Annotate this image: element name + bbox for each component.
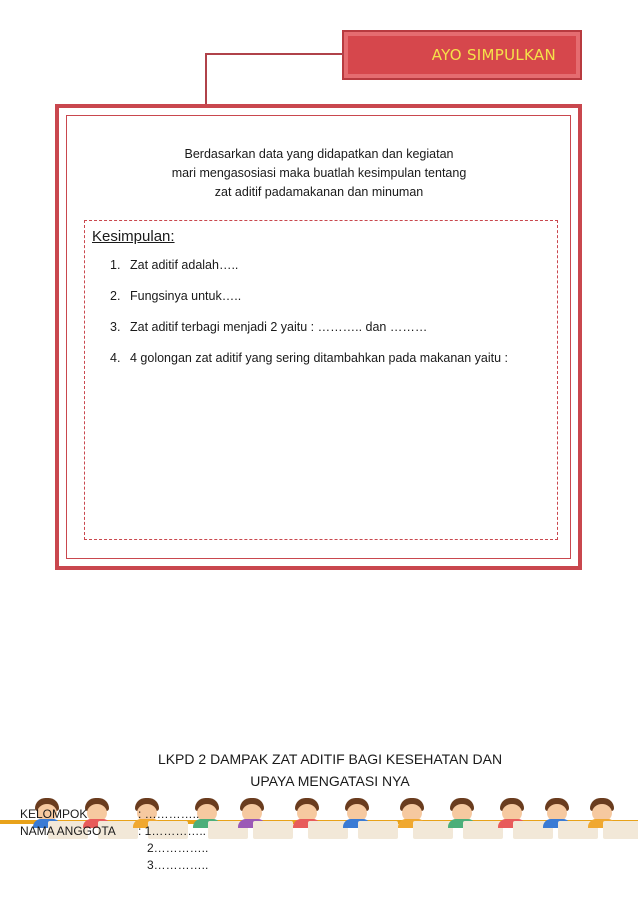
- anggota-1: : 1…………..: [138, 824, 207, 838]
- laptop-icon: [358, 821, 398, 839]
- lkpd-title-line-2: UPAYA MENGATASI NYA: [250, 773, 410, 789]
- list-item-number: 1.: [110, 258, 121, 272]
- intro-line-2: mari mengasosiasi maka buatlah kesimpulan tentang: [171, 166, 467, 180]
- list-item-number: 4.: [110, 351, 121, 365]
- intro-line-3: zat aditif padamakanan dan minuman: [214, 185, 424, 199]
- connector-line-horizontal: [205, 53, 344, 55]
- intro-text: [62, 145, 576, 202]
- list-item: [110, 350, 530, 367]
- list-item-number: 3.: [110, 320, 121, 334]
- kelompok-value: : …………..: [138, 807, 200, 821]
- intro-line-1: Berdasarkan data yang didapatkan dan kegiatan: [184, 147, 454, 161]
- lkpd-title: [130, 748, 530, 792]
- kelompok-label: KELOMPOK: [20, 807, 88, 821]
- banner: [342, 30, 582, 80]
- laptop-icon: [253, 821, 293, 839]
- banner-title: AYO SIMPULKAN: [431, 46, 556, 64]
- list-item-text: Zat aditif terbagi menjadi 2 yaitu : ……….. dan ………: [130, 320, 428, 334]
- list-item: [110, 257, 530, 274]
- list-item: [110, 288, 530, 305]
- anggota-3: 3…………..: [147, 858, 209, 872]
- lkpd-title-line-1: LKPD 2 DAMPAK ZAT ADITIF BAGI KESEHATAN DAN: [157, 751, 503, 767]
- list-item-text: 4 golongan zat aditif yang sering ditambahkan pada makanan yaitu :: [130, 351, 509, 365]
- list-item-text: Fungsinya untuk…..: [130, 289, 242, 303]
- anggota-2: 2…………..: [147, 841, 209, 855]
- list-item: [110, 319, 530, 336]
- connector-line-vertical: [205, 53, 207, 105]
- list-item-text: Zat aditif adalah…..: [130, 258, 239, 272]
- conclusion-list: [110, 257, 530, 367]
- list-item-number: 2.: [110, 289, 121, 303]
- laptop-icon: [603, 821, 638, 839]
- anggota-label: NAMA ANGGOTA: [20, 824, 116, 838]
- conclusion-heading: Kesimpulan:: [92, 228, 175, 245]
